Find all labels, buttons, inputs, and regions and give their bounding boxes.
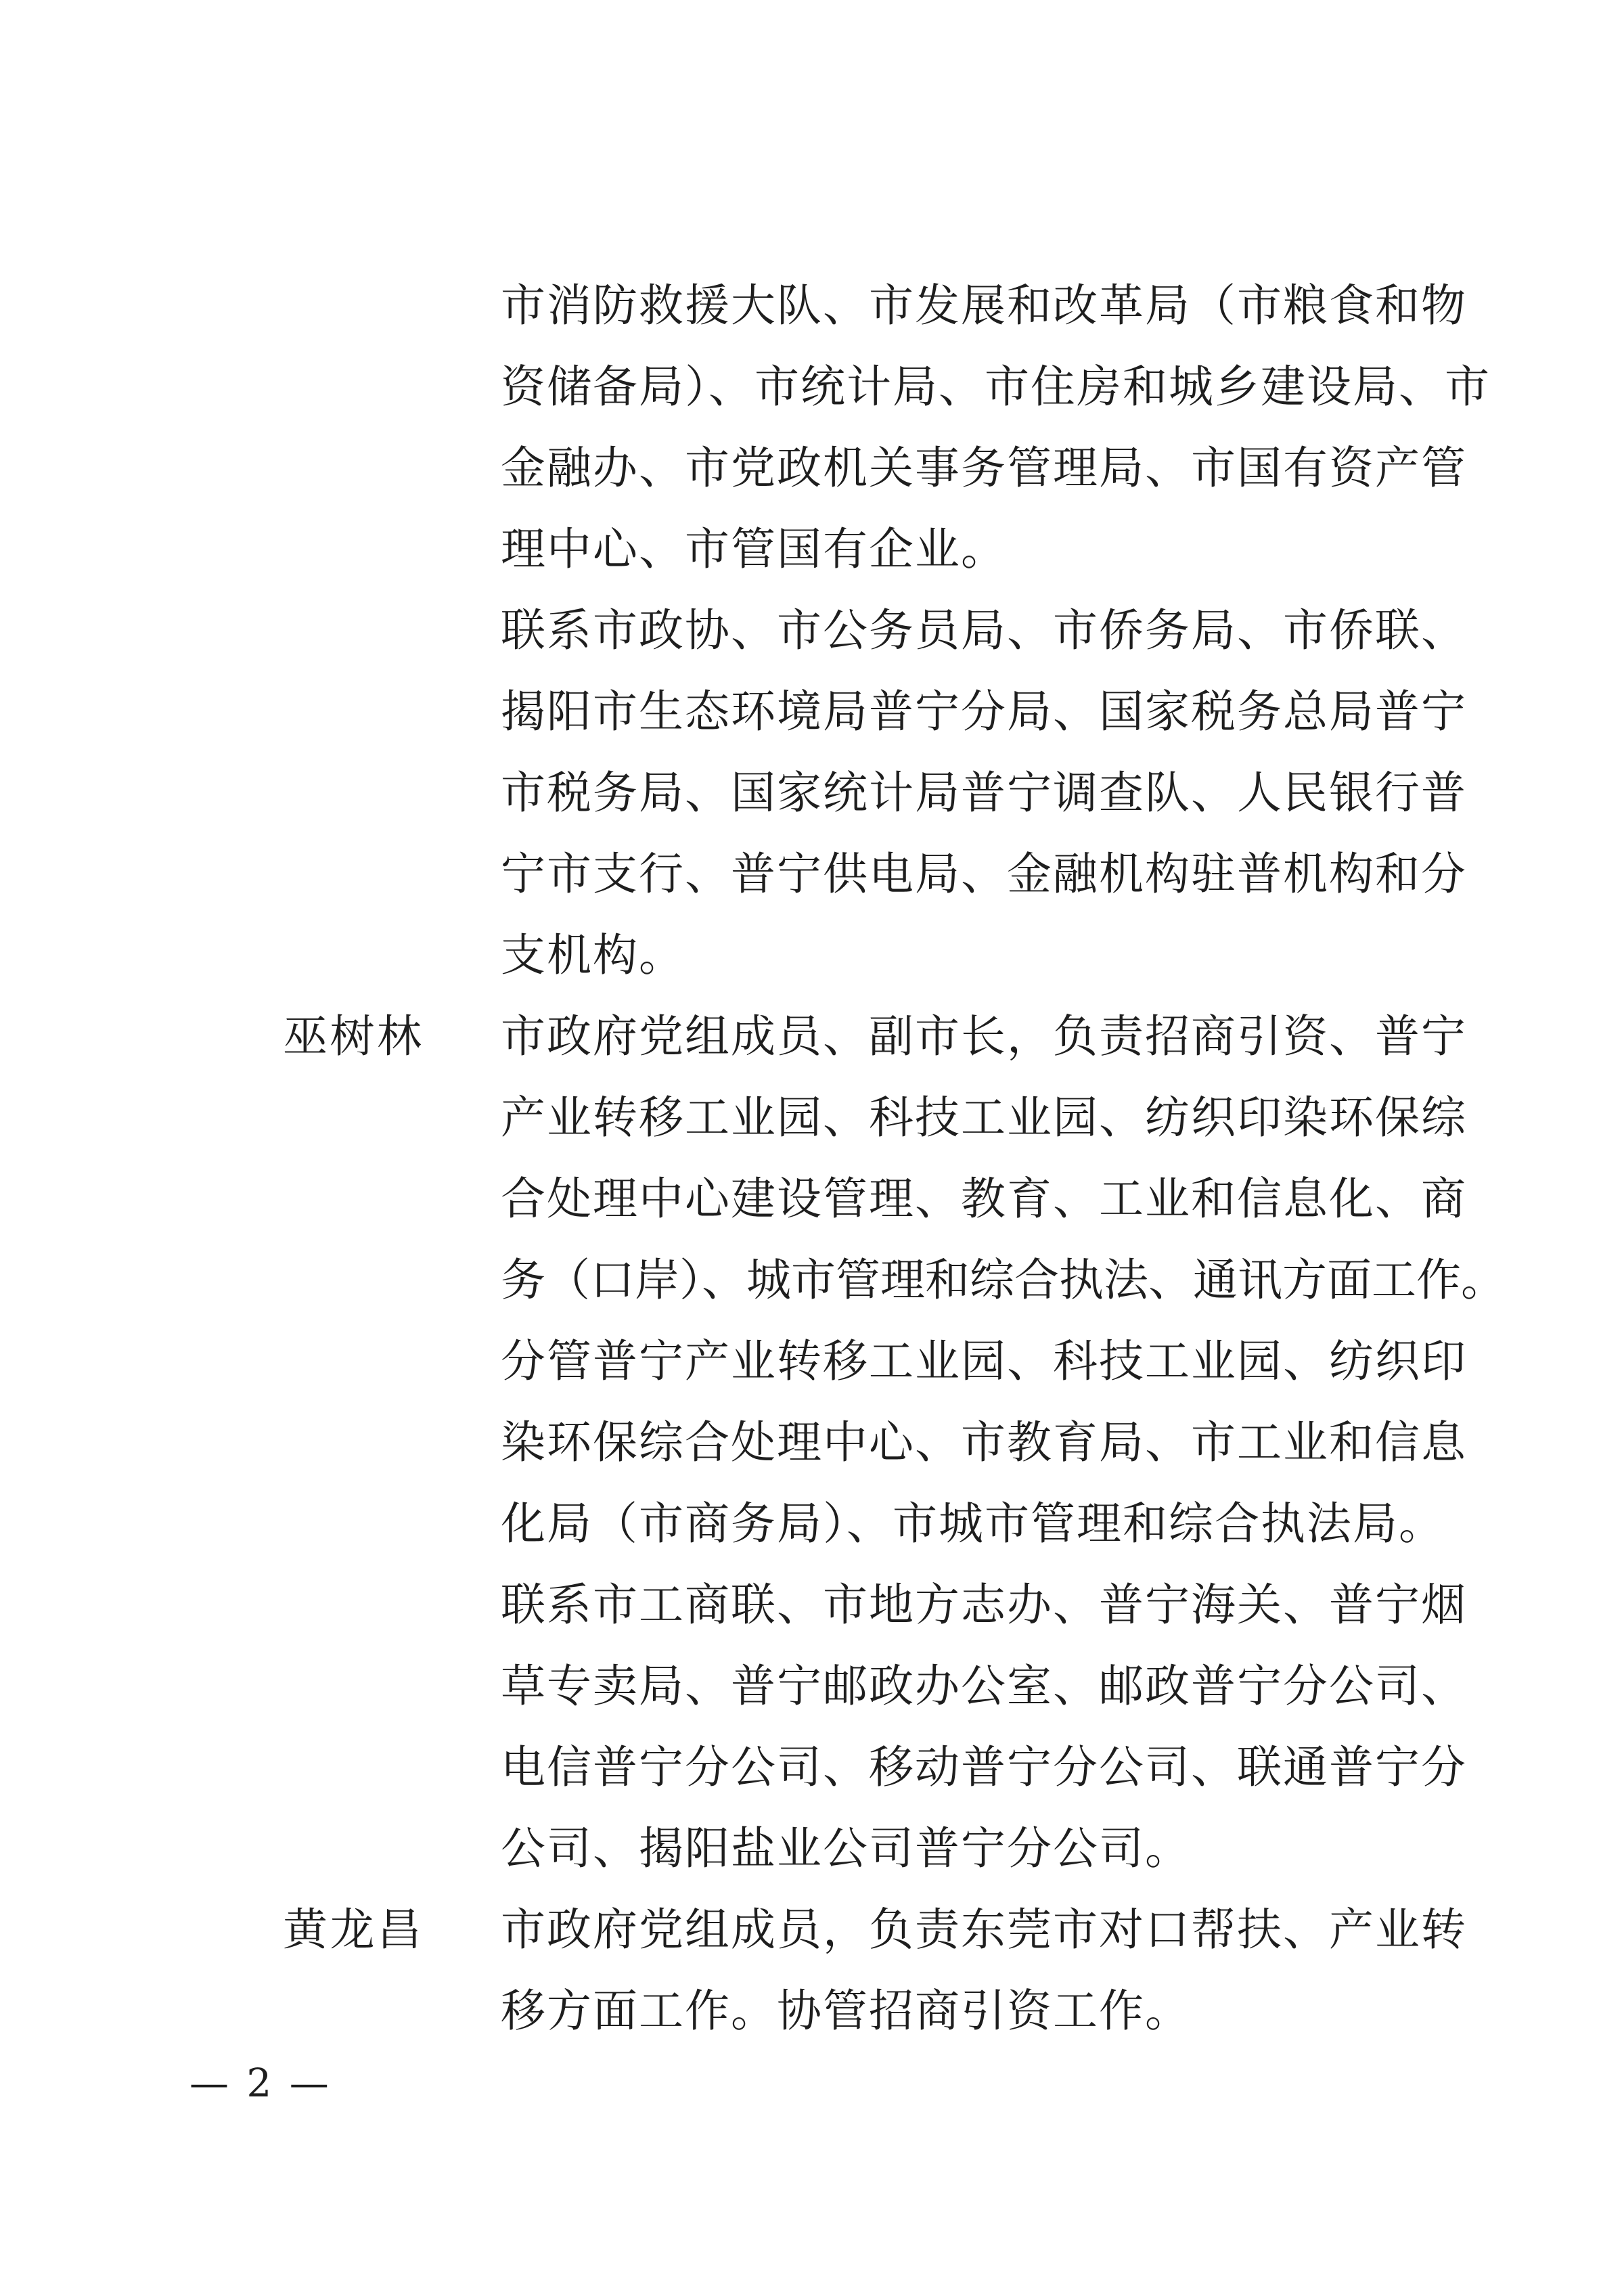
text-line: 宁市支行、普宁供电局、金融机构驻普机构和分 [501,848,1467,900]
text-line: 揭阳市生态环境局普宁分局、国家税务总局普宁 [501,686,1467,738]
page-number: — 2 — [189,2060,332,2106]
text-line: 染环保综合处理中心、市教育局、市工业和信息 [501,1416,1467,1468]
text-line: 务（口岸）、城市管理和综合执法、通讯方面工作。 [501,1254,1506,1306]
text-line: 公司、揭阳盐业公司普宁分公司。 [501,1822,1191,1874]
text-line: 联系市政协、市公务员局、市侨务局、市侨联、 [501,604,1467,656]
text-line: 资储备局）、市统计局、市住房和城乡建设局、市 [501,361,1491,413]
text-line: 分管普宁产业转移工业园、科技工业园、纺织印 [501,1335,1467,1387]
text-line: 市政府党组成员、副市长，负责招商引资、普宁 [501,1010,1467,1062]
text-line: 电信普宁分公司、移动普宁分公司、联通普宁分 [501,1741,1467,1793]
text-line: 市政府党组成员，负责东莞市对口帮扶、产业转 [501,1904,1467,1956]
text-line: 金融办、市党政机关事务管理局、市国有资产管 [501,442,1467,494]
official-name: 黄龙昌 [283,1904,422,1956]
text-line: 化局（市商务局）、市城市管理和综合执法局。 [501,1498,1445,1550]
text-line: 联系市工商联、市地方志办、普宁海关、普宁烟 [501,1579,1467,1631]
text-line: 产业转移工业园、科技工业园、纺织印染环保综 [501,1092,1467,1144]
text-line: 市消防救援大队、市发展和改革局（市粮食和物 [501,279,1467,332]
text-line: 支机构。 [501,929,685,981]
text-line: 理中心、市管国有企业。 [501,523,1007,575]
official-name: 巫树林 [283,1010,422,1062]
text-line: 市税务局、国家统计局普宁调查队、人民银行普 [501,767,1467,819]
text-line: 移方面工作。协管招商引资工作。 [501,1985,1191,2037]
text-line: 草专卖局、普宁邮政办公室、邮政普宁分公司、 [501,1660,1467,1712]
text-line: 合处理中心建设管理、教育、工业和信息化、商 [501,1173,1467,1225]
